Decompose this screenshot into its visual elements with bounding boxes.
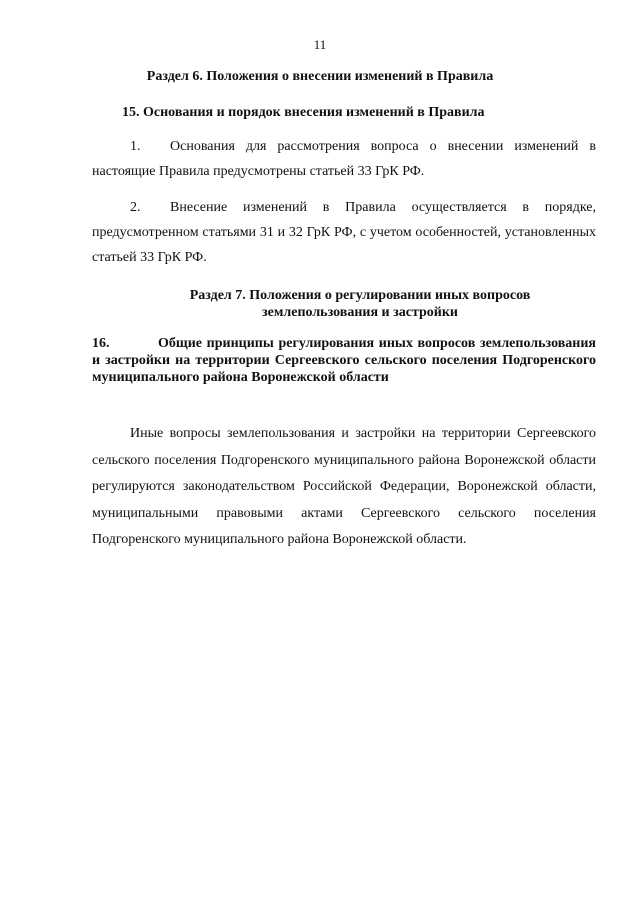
article-16-number: 16.	[92, 336, 110, 351]
article-16-heading-text: Общие принципы регулирования иных вопросов землепользования и застройки на территории Сергеевского сельского поселения Подгоренского муниципального района Воронежской области	[92, 336, 596, 385]
article-16-paragraph: Иные вопросы землепользования и застройки на территории Сергеевского сельского поселения Подгоренского муниципального района Воронежской области регулируются законодательством Российской Федерации, Воронежской области, муниципальными правовыми актами Сергеевского сельского поселения Подгоренского муниципального района Воронежской области.	[92, 426, 596, 547]
section-7-title-line-1: Раздел 7. Положения о регулировании иных вопросов	[189, 288, 531, 303]
section-7-title-line-2: землепользования и застройки	[262, 305, 458, 320]
article-15-item-2	[92, 195, 596, 270]
item-text: Внесение изменений в Правила осуществляется в порядке, предусмотренном статьями 31 и 32 ГрК РФ, с учетом особенностей, установленных статьей 33 ГрК РФ.	[92, 200, 596, 265]
article-15-item-1	[92, 134, 596, 184]
article-16-heading	[92, 335, 596, 386]
section-6-title: Раздел 6. Положения о внесении изменений в Правила	[146, 69, 494, 84]
page-number: 11	[313, 37, 327, 52]
item-text: Основания для рассмотрения вопроса о внесении изменений в настоящие Правила предусмотрены статьей 33 ГрК РФ.	[92, 139, 596, 179]
section-7-title	[120, 287, 600, 321]
article-15-heading: 15. Основания и порядок внесения изменений в Правила	[122, 105, 485, 120]
item-number: 1.	[130, 139, 141, 154]
item-number: 2.	[130, 200, 141, 215]
